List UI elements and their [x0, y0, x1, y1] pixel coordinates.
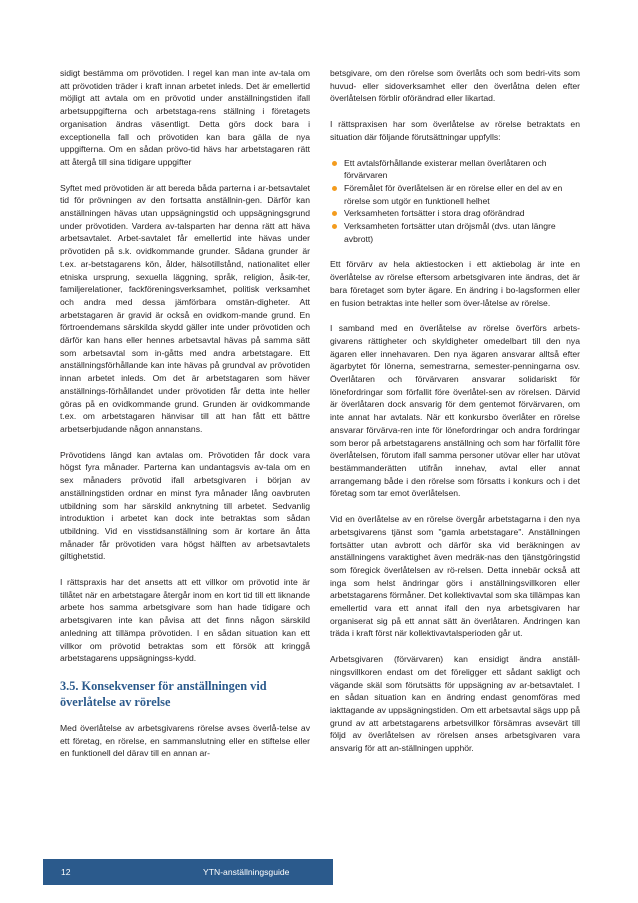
right-column — [330, 67, 580, 768]
list-item-text: Föremålet för överlåtelsen är en rörelse eller en del av en rörelse som utgör en funktionell helhet — [344, 182, 563, 206]
list-item — [330, 157, 580, 182]
paragraph: I rättspraxisen har som överlåtelse av rörelse betraktats en situation där följande förutsättningar uppfylls: — [330, 119, 580, 142]
bullet-icon — [332, 186, 337, 191]
bullet-icon — [332, 211, 337, 216]
page-footer — [43, 859, 333, 885]
paragraph: I rättspraxis har det ansetts att ett villkor om prövotid inte är tillåtet när en arbetstagare återgår inom en kort tid till ett liknande arbete hos samma arbetsgivare som han hade tidigare och arbetsgivaren inte kan påvisa att det finns någon särskild anledning att tillämpa prövotiden. I en sådan situation kan ett villkor om prövotid betraktas som ett försök att kringgå arbetstagarens uppsägningss-kydd. — [60, 577, 310, 664]
paragraph: betsgivare, om den rörelse som överlåts och som bedri-vits som huvud- eller sidoverksamhet eller den överlåtna delen efter överlåtelsen förblir oförändrad eller likartad. — [330, 68, 580, 104]
list-item — [330, 207, 580, 220]
paragraph: sidigt bestämma om prövotiden. I regel kan man inte av-tala om att prövotiden träder i kraft innan arbetet inleds. Det är emellertid möjligt att avtala om en prövotid under anställningstiden ifall arbetsuppgifterna och arbetstaga-rens ställning i företagets organisation ändras väsentligt. Detta görs dock bara i exceptionella fall och prövotiden kan bara gälla de nya uppgifterna. Om en sådan prövo-tid hävs har arbetstagaren rätt att återgå till sina tidigare uppgifter — [60, 68, 310, 167]
paragraph: Syftet med prövotiden är att bereda båda parterna i ar-betsavtalet tid för prövningen av den fortsatta anställnin-gen. Därför kan anställningen hävas utan uppsägningstid och uppsägningsgrund under prövotiden. Vardera av-talsparten har denna rätt att häva arbetsavtalet. Arbet-savtalet får emellertid inte hävas under prövotiden på s.k. ovidkommande grunder. Sådana grunder är t.ex. ar-betstagarens kön, ålder, hälsotillstånd, nationalitet eller etniska ursprung, sexuella läggning, språk, religion, åsik-ter, familjerelationer, fackföreningsverksamhet, politisk verksamhet och andra med dessa jämförbara omstän-digheter. Att arbetstagaren är gravid är också en ovidkom-mande grund. En förtroendemans särskilda skydd gäller inte under prövotiden och därför kan hans eller hennes arbetsavtal hävas på samma sätt som arbetsavtal som in-gåtts med andra arbetstagare. Ett anställningsförhållande kan inte hävas på grundval av prövotiden innan arbetet inleds. Om det är arbetstagaren som häver anställnings-förhållandet under prövotiden får detta inte heller göras på en ovidkommande grund. Grunden är ovidkommande t.ex. om arbetstagaren hänvisar till att han fått ett bättre arbetserbjudande någon annanstans. — [60, 182, 310, 434]
section-heading: 3.5. Konsekvenser för anställningen vid överlåtelse av rörelse — [60, 678, 267, 709]
bullet-icon — [332, 224, 337, 229]
list-item-text: Ett avtalsförhållande existerar mellan överlåtaren och förvärvaren — [344, 157, 547, 181]
conditions-list — [330, 157, 580, 246]
page-number: 12 — [61, 867, 71, 877]
list-item — [330, 182, 580, 207]
bullet-icon — [332, 161, 337, 166]
list-item — [330, 220, 580, 245]
left-column — [60, 67, 310, 773]
paragraph: I samband med en överlåtelse av rörelse överförs arbets-givarens rättigheter och skyldigheter omedelbart till den nya ägaren eller innehavaren. Den nya ägaren ansvarar alltså efter ägarbytet för lönerna, semestrarna, semester-penningarna osv. Överlåtaren och förvärvaren ansvarar solidariskt för lönefordringar som förfallit före överlåtel-sen av rörelsen. Därvid är överlåtaren dock ansvarig för dem gentemot förvärvaren, om inte annat har avtalats. När ett konkursbo överlåter en rörelse ansvarar förvärva-ren inte för lönefordringar och andra fordringar som beror på arbetstagarens anställning och som har förfallit före överlåtelsen, förutom ifall samma personer utövar eller har utövat bestämmanderätten utifrån innehav, avtal eller annat arrangemang både i den rörelse som försatts i konkurs och i det företag som tar emot överlåtelsen. — [330, 323, 580, 499]
paragraph: Prövotidens längd kan avtalas om. Prövotiden får dock vara högst fyra månader. Parterna kan undantagsvis av-tala om en sex månaders prövotid ifall arbetsgivaren i början av anställningstiden ordnar en minst fyra månader lång oavbruten utbildning som har särskild anknytning till arbetet. Sedvanlig introduktion i arbetet kan dock inte betraktas som sådan utbildning. Vid en visstidsanställning som är kortare än åtta månader får prövotiden vara högst hälften av arbetsavtalets giltighetstid. — [60, 449, 310, 562]
paragraph: Vid en överlåtelse av en rörelse övergår arbetstagarna i den nya arbetsgivarens tjänst som "gamla arbetstagare". Anställningen fortsätter utan avbrott och därför ska vid beräkningen av anställningens varaktighet även medräk-nas den tjänstgöringstid som föregick överlåtelsen av rö-relsen. Detta innebär också att inga som helst ändringar görs i anställningsvillkoren eller arbetstagarens förmåner. Det kollektivavtal som ska tillämpas kan emellertid vara ett annat ifall den nya arbetsgivaren har organiserat sig på ett annat sätt än överlåtaren. Ändringen kan träda i kraft först när kollektivavtalsperioden går ut. — [330, 514, 580, 639]
footer-title: YTN-anställningsguide — [203, 867, 290, 877]
list-item-text: Verksamheten fortsätter i stora drag oförändrad — [344, 208, 525, 219]
paragraph: Ett förvärv av hela aktiestocken i ett aktiebolag är inte en överlåtelse av rörelse eftersom arbetsgivaren inte ändras, det är bara företaget som byter ägare. En ändring i bo-lagsformen eller en fusion betraktas inte heller som över-låtelse av rörelse. — [330, 259, 580, 308]
paragraph: Med överlåtelse av arbetsgivarens rörelse avses överlå-telse av ett företag, en rörelse, en sammanslutning eller en stiftelse eller en funktionell del därav till en annan ar- — [60, 722, 310, 759]
list-item-text: Verksamheten fortsätter utan dröjsmål (dvs. utan längre avbrott) — [344, 221, 556, 244]
paragraph: Arbetsgivaren (förvärvaren) kan ensidigt ändra anställ-ningsvillkoren endast om det föreligger ett sådant sakligt och vägande skäl som förutsätts för uppsägning av ar-betsavtalet. I en sådan situation kan en ändring endast genomföras med iakttagande av uppsägningstiden. Om ett arbetsavtal sägs upp på grund av att arbetstagarens arbetsvillkor försämras avsevärt till följd av överlåtelsen av rörelsen anses arbetsgivaren vara ansvarig för att an-ställningen upphör. — [330, 654, 580, 754]
